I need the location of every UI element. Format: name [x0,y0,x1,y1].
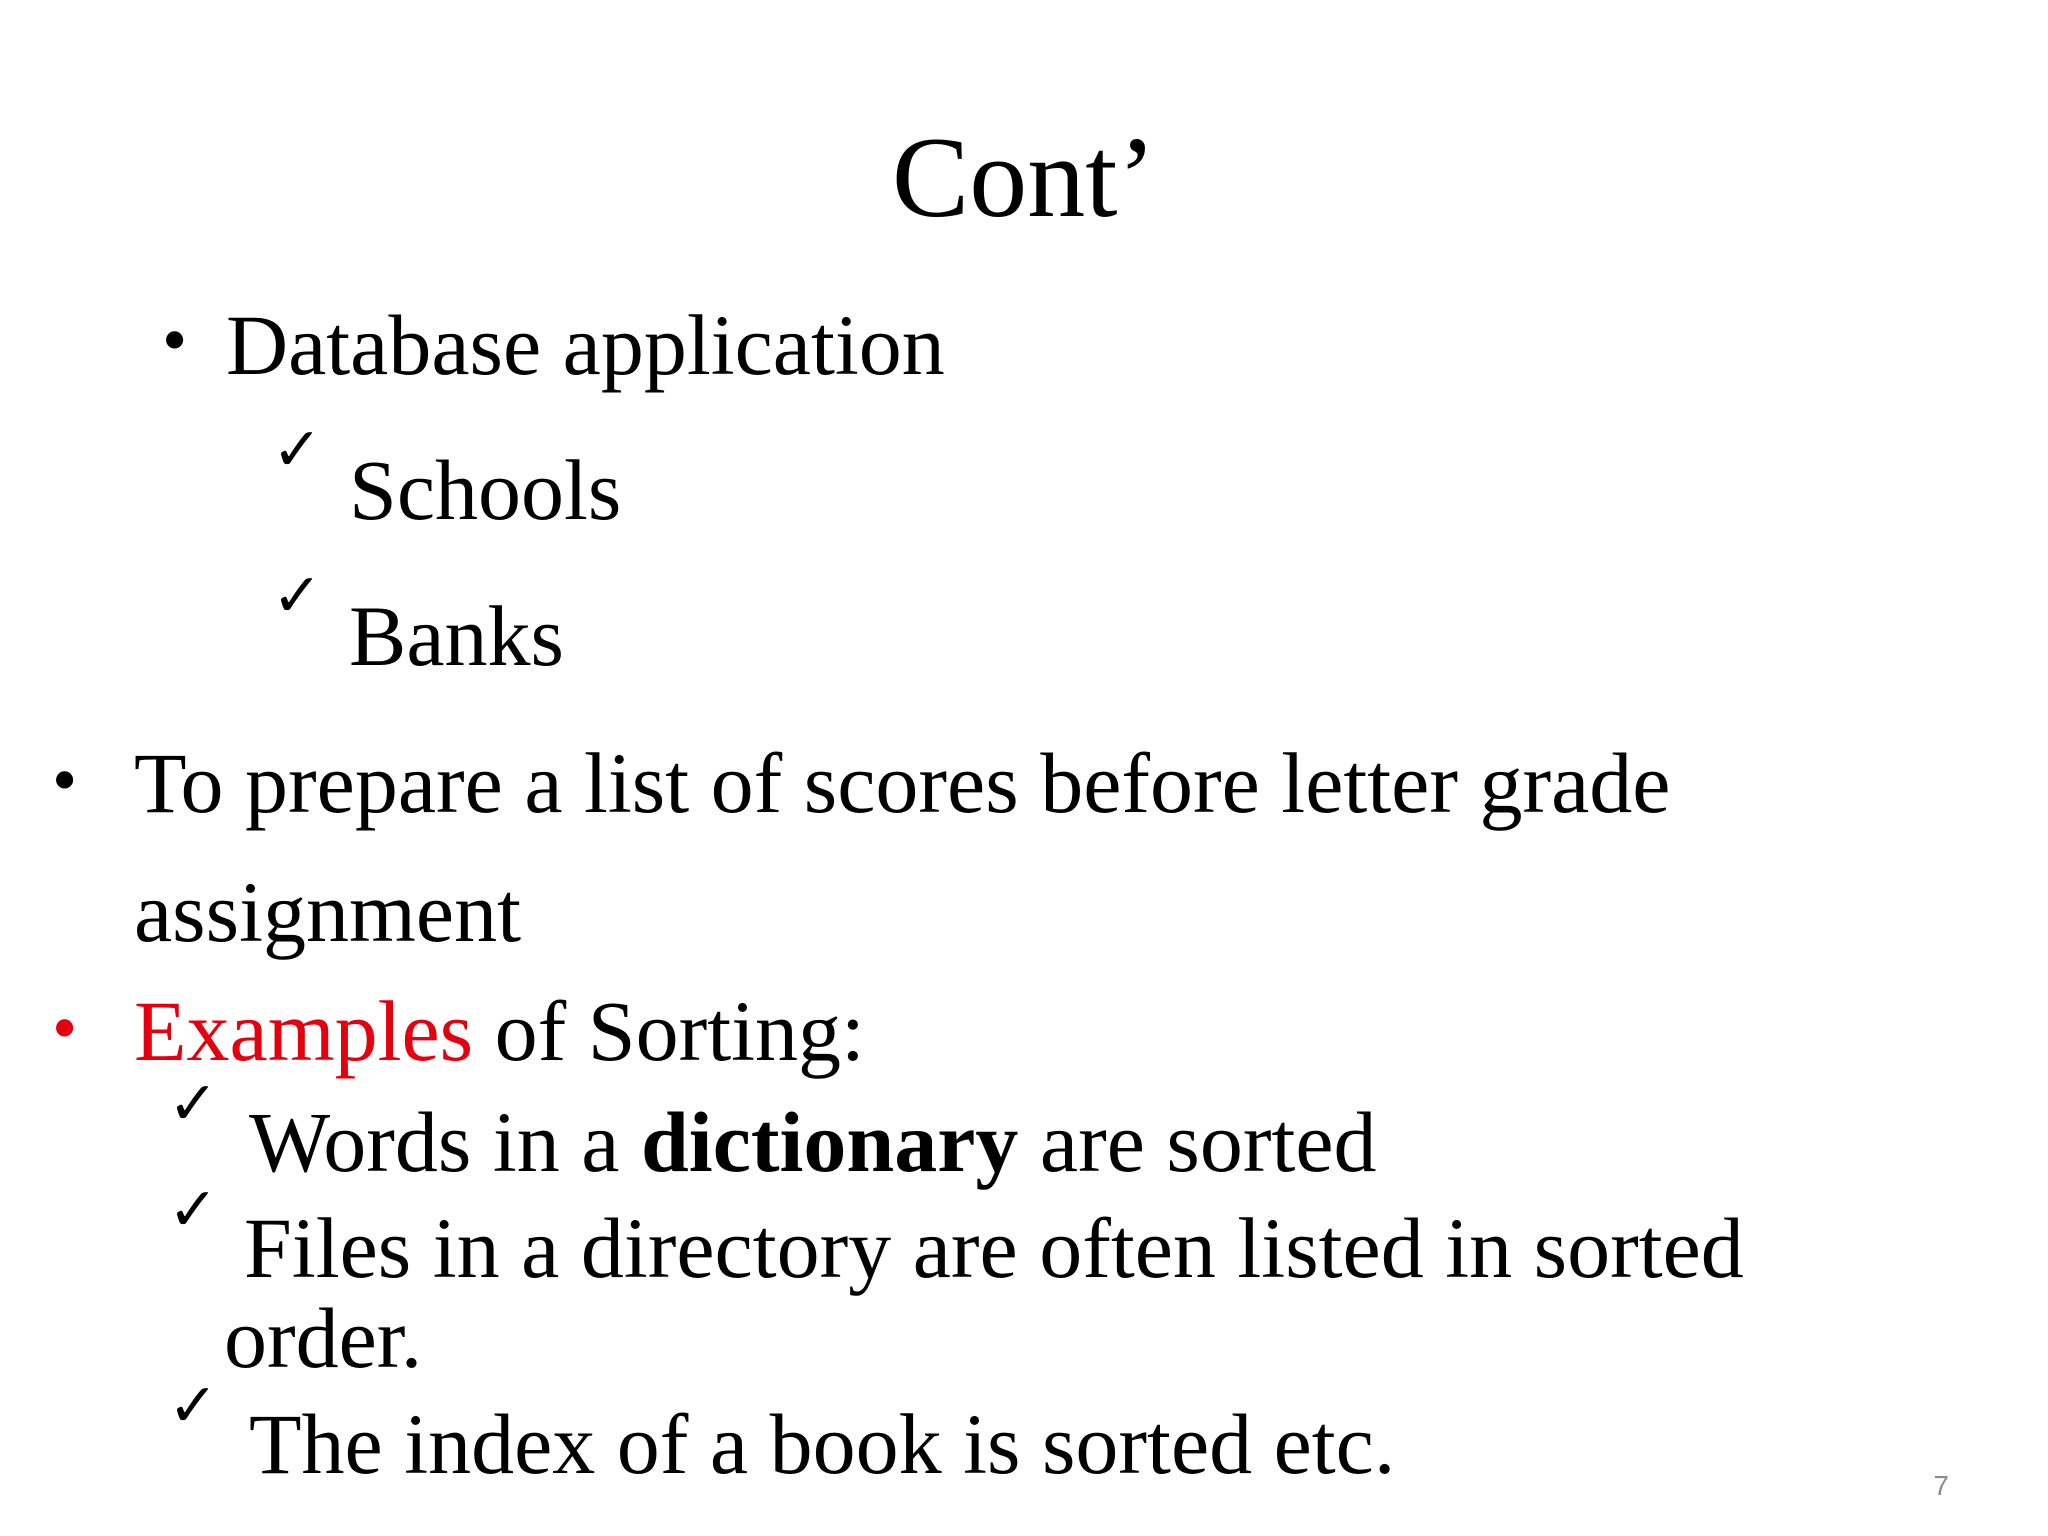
examples-rest: of Sorting: [473,983,865,1079]
bullet-dot: • [52,740,78,820]
example-dictionary-after: are sorted [1018,1094,1377,1190]
example-files-line2: order. [224,1290,423,1386]
bullet-scores-line1: To prepare a list of scores before letter grade [134,735,1671,831]
examples-highlight: Examples [134,983,474,1079]
example-dictionary-before: Words in a [249,1094,641,1190]
checkmark-icon: ✓ [272,415,323,485]
subitem-banks: Banks [349,588,564,684]
bullet-dot-red: • [52,988,78,1068]
example-dictionary [249,1092,1377,1192]
checkmark-icon: ✓ [272,561,323,631]
checkmark-icon: ✓ [168,1069,219,1139]
example-book-index: The index of a book is sorted etc. [249,1396,1396,1492]
checkmark-icon: ✓ [168,1371,219,1441]
page-number: 7 [1933,1470,1949,1501]
example-files-line1: Files in a directory are often listed in sorted [244,1200,1744,1296]
example-dictionary-bold: dictionary [640,1094,1019,1190]
subitem-schools: Schools [349,442,622,538]
bullet-examples [134,981,865,1081]
slide-title: Cont’ [891,114,1157,242]
bullet-scores-line2: assignment [134,864,521,960]
checkmark-icon: ✓ [168,1175,219,1245]
bullet-database-application: Database application [226,297,945,393]
bullet-dot: • [162,300,188,380]
